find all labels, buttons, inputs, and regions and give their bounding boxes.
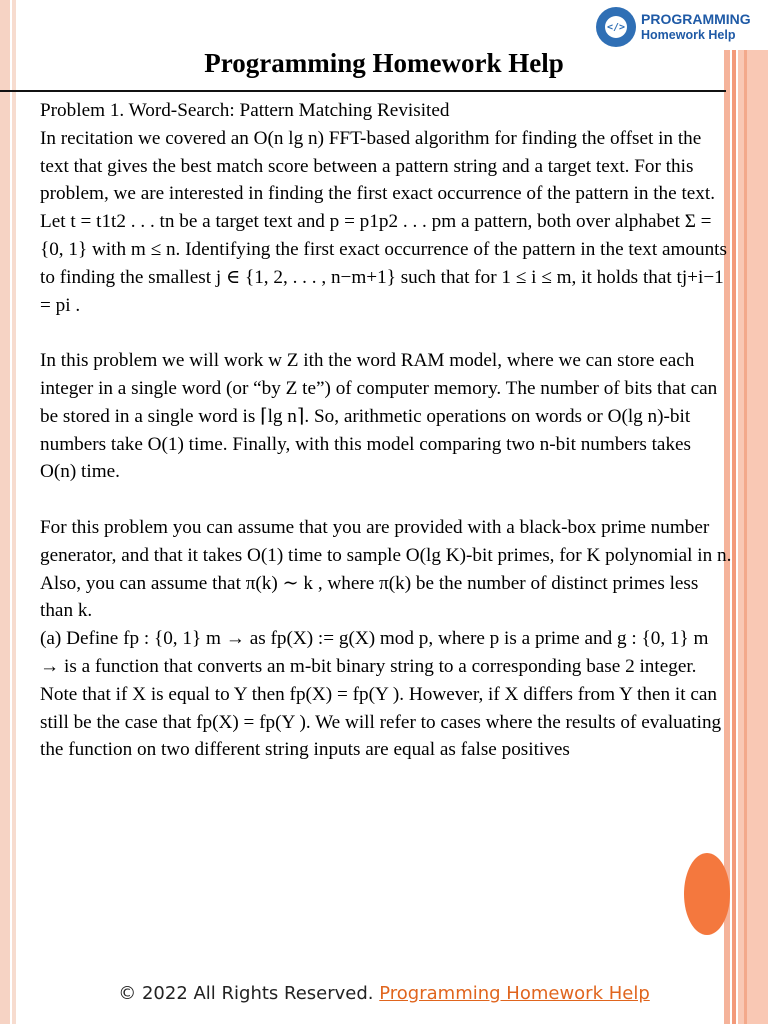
left-stripe-inner xyxy=(12,0,16,1024)
logo-mark-glyph: </> xyxy=(605,16,627,38)
paragraph-gap xyxy=(40,486,732,514)
logo-line-1: PROGRAMMING xyxy=(641,11,751,27)
paragraph-intro: In recitation we covered an O(n lg n) FFT-based algorithm for finding the offset in the text that gives the best match score between a pattern string and a target text. For this problem, we are interested in finding the first exact occurrence of the pattern in the text. Let t = t1t2 . . . tn be a target text and p = p1p2 . . . pm a pattern, both over alphabet Σ = {0, 1} with m ≤ n. Identifying the first exact occurrence of the pattern in the text amounts to finding the smallest j ∈ {1, 2, . . . , n−m+1} such that for 1 ≤ i ≤ m, it holds that tj+i−1 = pi . xyxy=(40,127,727,316)
footer-link[interactable]: Programming Homework Help xyxy=(379,983,650,1004)
logo-wordmark xyxy=(641,11,751,43)
brand-logo xyxy=(596,2,768,52)
document-body xyxy=(40,97,732,764)
footer-copyright: © 2022 All Rights Reserved. xyxy=(118,983,380,1004)
paragraph-gap xyxy=(40,319,732,347)
decorative-orange-oval xyxy=(684,853,730,935)
left-decorative-stripes xyxy=(0,0,20,1024)
paragraph-prime-generator: For this problem you can assume that you are provided with a black-box prime number generator, and that it takes O(1) time to sample O(lg K)-bit primes, for K polynomial in n. Also, you can assume that π(k) ∼ k , where π(k) be the number of distinct primes less than k. xyxy=(40,516,732,622)
right-stripe-2 xyxy=(732,50,736,1024)
paragraph-word-ram: In this problem we will work w Z ith the word RAM model, where we can store each integer in a single word (or “by Z te”) of computer memory. The number of bits that can be stored in a single word is ⌈lg n⌉. So, arithmetic operations on words or O(lg n)-bit numbers take O(1) time. Finally, with this model comparing two n-bit numbers takes O(n) time. xyxy=(40,350,718,483)
footer xyxy=(0,983,768,1004)
page-title: Programming Homework Help xyxy=(204,48,564,78)
right-stripe-3 xyxy=(738,50,768,1024)
right-stripe-4 xyxy=(744,50,747,1024)
title-divider xyxy=(0,90,726,92)
problem-heading: Problem 1. Word-Search: Pattern Matching Revisited xyxy=(40,100,450,121)
logo-line-2: Homework Help xyxy=(641,28,736,42)
code-bracket-icon xyxy=(596,7,636,47)
left-stripe-outer xyxy=(0,0,10,1024)
paragraph-part-a: (a) Define fp : {0, 1} m → as fp(X) := g(X) mod p, where p is a prime and g : {0, 1} m → is a function that converts an m-bit binary string to a corresponding base 2 integer. Note that if X is equal to Y then fp(X) = fp(Y ). However, if X differs from Y then it can still be the case that fp(X) = fp(Y ). We will refer to cases where the results of evaluating the function on two different string inputs are equal as false positives xyxy=(40,628,722,761)
